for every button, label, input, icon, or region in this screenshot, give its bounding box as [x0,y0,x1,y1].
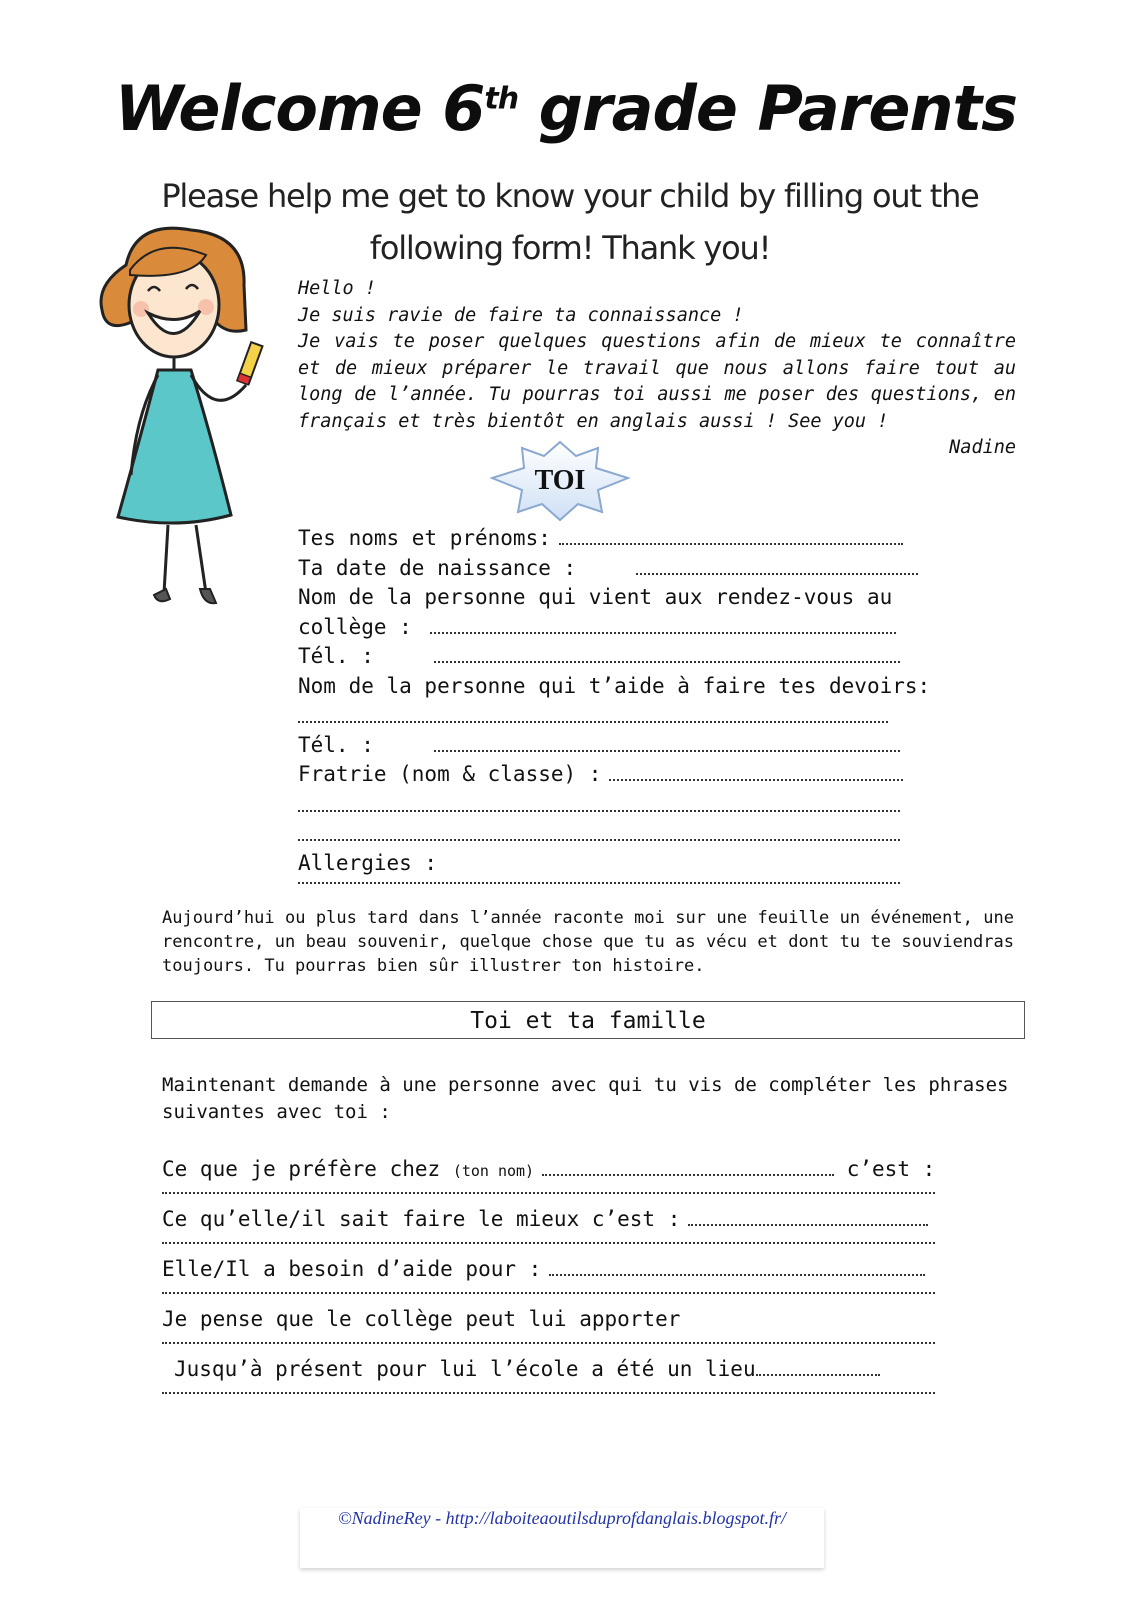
field-fratrie[interactable]: Fratrie (nom & classe) : [298,760,938,790]
toi-badge [490,440,630,522]
field-allergies[interactable] [298,878,938,896]
page-subtitle: Please help me get to know your child by filling out the following form! Thank you! [161,177,979,267]
teacher-girl-illustration [96,225,296,645]
section-header-famille: Toi et ta famille [151,1001,1025,1039]
field-devoirs[interactable] [298,701,938,731]
field-noms[interactable]: Tes noms et prénoms: [298,524,938,554]
family-instruction: Maintenant demande à une personne avec qui tu vis de compléter les phrases suivantes avec toi : [162,1074,1009,1123]
answer-line-2[interactable] [162,1234,935,1244]
signature: Nadine [949,437,1016,458]
intro-body: Je vais te poser quelques questions afin de mieux te connaître et de mieux préparer le travail que nous allons faire tout au long de l’année. Tu pourras toi aussi me poser des questions, en français et très bientôt en anglais aussi ! See you ! [298,331,1016,432]
field-naissance[interactable]: Ta date de naissance : [298,554,938,584]
answer-line-4[interactable] [162,1334,935,1344]
question-4[interactable]: Je pense que le collège peut lui apporter [162,1307,681,1331]
student-info-form [298,524,938,896]
family-questions [162,1155,942,1405]
greeting: Hello ! [298,278,376,299]
field-rdv[interactable]: collège : [298,613,938,643]
footer-credit[interactable]: ©NadineRey - http://laboiteaoutilsduprofdanglais.blogspot.fr/ [338,1508,786,1528]
field-tel-1[interactable]: Tél. : [298,642,938,672]
question-2[interactable]: Ce qu’elle/il sait faire le mieux c’est : [162,1205,942,1234]
intro-letter [298,276,1016,462]
story-instruction: Aujourd’hui ou plus tard dans l’année raconte moi sur une feuille un événement, une rencontre, un beau souvenir, quelque chose que tu as vécu et dont tu te souviendras toujours. Tu pourras bien sûr illustrer ton histoire. [162,908,1014,976]
field-rdv-label: Nom de la personne qui vient aux rendez-vous au [298,585,893,609]
answer-line-3[interactable] [162,1284,935,1294]
toi-label: TOI [534,465,586,496]
answer-line-1[interactable] [162,1184,935,1194]
greeting-line2: Je suis ravie de faire ta connaissance ! [298,304,744,326]
question-3[interactable]: Elle/Il a besoin d’aide pour : [162,1255,942,1284]
question-1[interactable]: Ce que je préfère chez (ton nom) c’est : [162,1157,936,1181]
field-fratrie-extra-1[interactable] [298,790,938,820]
field-devoirs-label: Nom de la personne qui t’aide à faire tes devoirs: [298,673,931,698]
field-fratrie-extra-2[interactable] [298,819,938,849]
answer-line-5[interactable] [162,1384,935,1394]
field-tel-2[interactable]: Tél. : [298,731,938,761]
question-5[interactable]: Jusqu’à présent pour lui l’école a été un lieu [162,1355,942,1384]
page-title: Welcome 6th grade Parents [114,72,1018,145]
field-allergies-label: Allergies : [298,850,438,875]
